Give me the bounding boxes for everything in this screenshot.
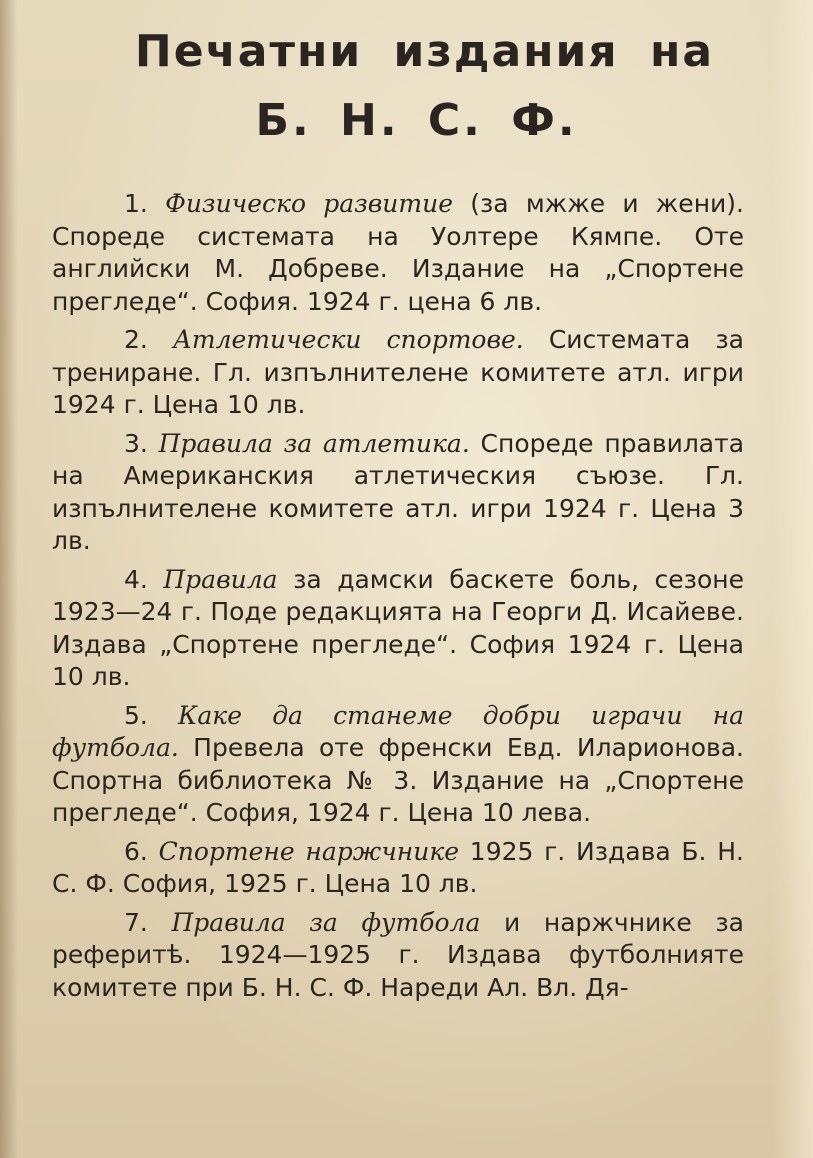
item-description: 1925 г. Издава Б. Н. С. Ф. София, 1925 г. Цена 10 лв. <box>52 836 744 898</box>
item-description: Спореде правилата на Американския атлетическия съюзе. Гл. изпълнителене комитете атл. игри 1924 г. Цена 3 лв. <box>52 428 745 555</box>
item-number: 6. <box>124 836 148 866</box>
item-number: 2. <box>124 325 148 354</box>
item-number: 7. <box>124 907 148 937</box>
item-description: Системата за трениране. Гл. изпълнителене комитете атл. игри 1924 г. Цена 10 лв. <box>52 325 744 419</box>
item-number: 4. <box>124 564 148 594</box>
list-item <box>52 564 744 694</box>
item-description: за дамски баскете боль, сезоне 1923—24 г. Поде редакцията на Георги Д. Исайеве. Издава „Спортене прегледе“. София 1924 г. Цена 10 лв. <box>52 564 744 691</box>
item-title: Каке да станеме добри играчи на футбола. <box>52 700 744 762</box>
list-item <box>52 907 744 1005</box>
item-title: Правила <box>163 564 278 594</box>
list-item <box>52 700 744 830</box>
item-description: Превела оте френски Евд. Иларионова. Спортна библиотека № 3. Издание на „Спортене прегледе“. София, 1924 г. Цена 10 лева. <box>52 733 744 827</box>
item-number: 1. <box>124 189 148 218</box>
list-item <box>52 188 744 318</box>
page-title: Печатни издания на <box>134 26 715 77</box>
item-title: Правила за атлетика. <box>158 428 470 458</box>
publication-list <box>52 188 744 1010</box>
list-item <box>52 324 744 422</box>
item-title: Спортене наржчнике <box>158 836 460 866</box>
item-title: Правила за футбола <box>171 907 481 937</box>
item-number: 3. <box>124 428 148 458</box>
item-title: Физическо развитие <box>165 189 454 218</box>
item-description: (за мжже и жени). Спореде системата на Уолтере Кямпе. Оте английски М. Добреве. Издание на „Спортене прегледе“. София. 1924 г. цена 6 лв. <box>52 189 744 316</box>
list-item <box>52 836 744 901</box>
item-title: Атлетически спортове. <box>172 325 524 354</box>
item-number: 5. <box>124 700 148 730</box>
item-description: и наржчнике за реферитѣ. 1924—1925 г. Издава футболнияте комитете при Б. Н. С. Ф. Нареди Ал. Вл. Дя- <box>52 907 745 1002</box>
list-item <box>52 428 744 558</box>
page-subtitle: Б. Н. С. Ф. <box>255 95 578 146</box>
